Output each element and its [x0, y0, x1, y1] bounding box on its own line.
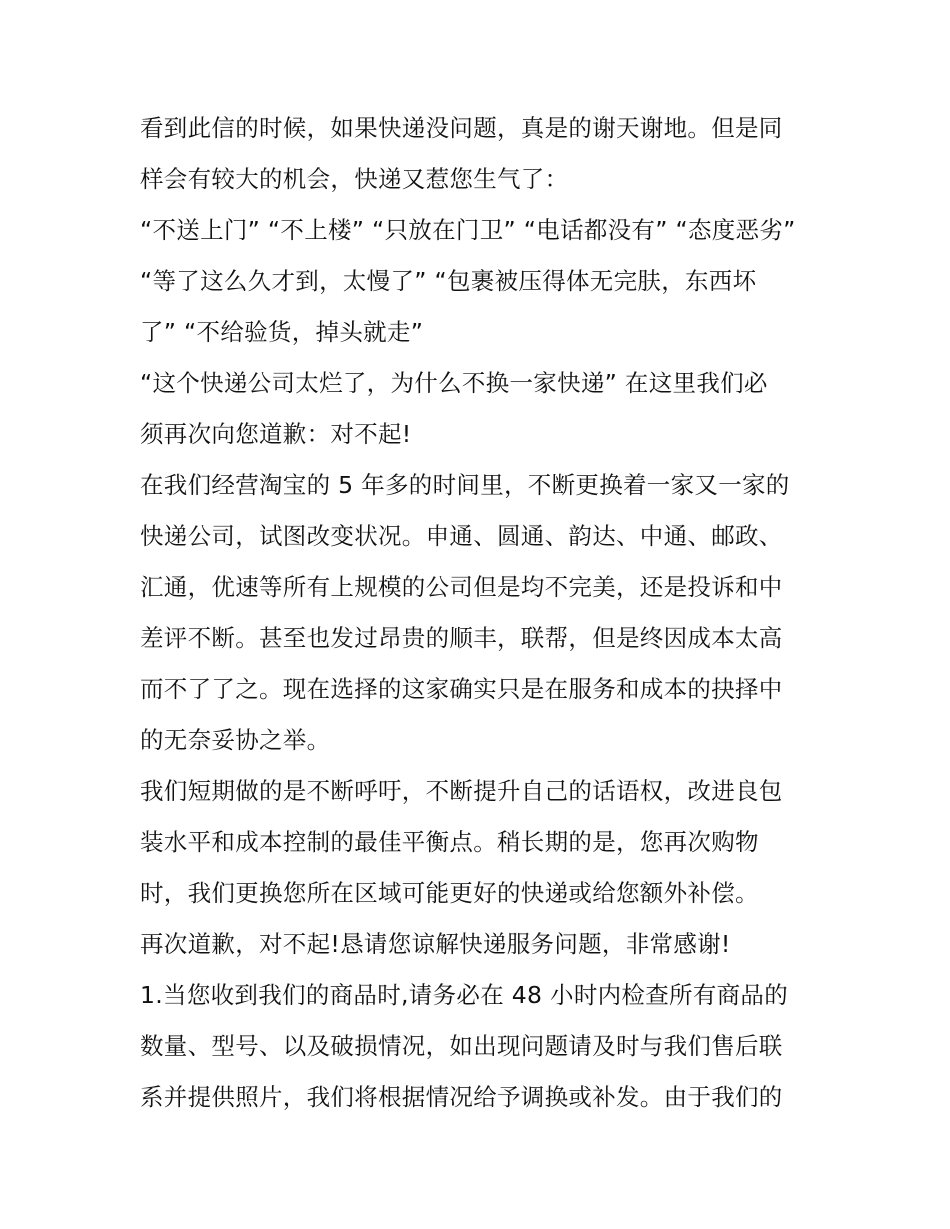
text-line: “这个快递公司太烂了，为什么不换一家快递” 在这里我们必: [140, 369, 768, 397]
text-line: 而不了了之。现在选择的这家确实只是在服务和成本的抉择中: [140, 675, 783, 703]
text-line: 1.当您收到我们的商品时,请务必在 48 小时内检查所有商品的: [140, 981, 789, 1009]
text-line: 汇通，优速等所有上规模的公司但是均不完美，还是投诉和中: [140, 573, 783, 601]
text-line: “等了这么久才到，太慢了” “包裹被压得体无完肤，东西坏: [140, 267, 757, 295]
text-line: 了” “不给验货，掉头就走”: [140, 318, 424, 346]
text-line: 系并提供照片，我们将根据情况给予调换或补发。由于我们的: [140, 1083, 783, 1111]
text-line: 看到此信的时候，如果快递没问题，真是的谢天谢地。但是同: [140, 114, 783, 142]
text-line: 在我们经营淘宝的 5 年多的时间里，不断更换着一家又一家的: [140, 471, 790, 499]
text-line: 的无奈妥协之举。: [140, 726, 331, 754]
text-line: 样会有较大的机会，快递又惹您生气了：: [140, 165, 569, 193]
text-line: 数量、型号、以及破损情况，如出现问题请及时与我们售后联: [140, 1032, 783, 1060]
text-line: 差评不断。甚至也发过昂贵的顺丰，联帮，但是终因成本太高: [140, 624, 783, 652]
text-line: 时，我们更换您所在区域可能更好的快递或给您额外补偿。: [140, 879, 759, 907]
text-line: 装水平和成本控制的最佳平衡点。稍长期的是，您再次购物: [140, 828, 759, 856]
text-line: 我们短期做的是不断呼吁，不断提升自己的话语权，改进良包: [140, 777, 783, 805]
text-line: 快递公司，试图改变状况。申通、圆通、韵达、中通、邮政、: [140, 522, 783, 550]
text-line: “不送上门” “不上楼” “只放在门卫” “电话都没有” “态度恶劣”: [140, 216, 796, 244]
text-line: 须再次向您道歉：对不起!: [140, 420, 412, 448]
text-line: 再次道歉，对不起!恳请您谅解快递服务问题，非常感谢!: [140, 930, 731, 958]
document-body: [140, 103, 820, 1123]
